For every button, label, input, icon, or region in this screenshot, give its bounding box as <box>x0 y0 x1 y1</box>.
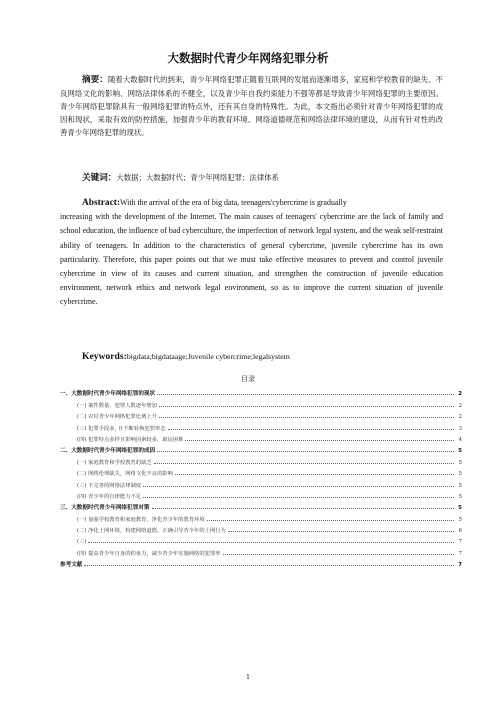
toc-entry[interactable]: 二、大数据时代青少年网络犯罪的成因 5 <box>60 448 462 455</box>
toc-entry[interactable]: (一) 案件数量、犯罪人数逐年增加 2 <box>77 402 462 409</box>
toc-entry[interactable]: (二) 网络伦理缺失，网络文化不良的影响 5 <box>77 471 462 478</box>
toc-entry[interactable]: (三) 不完善的网络法律制度 5 <box>77 482 462 489</box>
chinese-abstract <box>60 73 443 139</box>
abstract-text-en: increasing with the development of the Internet. The main causes of teenagers' cybercrime are the lack of family and school education, the influence of bad cyberculture, the imperfection of network legal system, and the weak self-restraint ability of teenagers. In addition to the characteristics of general cybercrime, juvenile cybercrime has its own particularity. Therefore, this paper points out that we must take effective measures to prevent and control juvenile cybercrime in view of its causes and current situation, and strengthen the construction of juvenile education environment, network ethics and network legal environment, so as to improve the current situation of juvenile cybercrime. <box>60 212 443 307</box>
paper-title: 大数据时代青少年网络犯罪分析 <box>167 51 329 65</box>
table-of-contents <box>60 386 462 568</box>
chinese-keywords <box>82 171 279 183</box>
abstract-first-line-en: With the arrival of the era of big data, teenagers'cybercrime is gradually <box>120 198 347 207</box>
toc-entry[interactable]: (二) 农村青少年网络犯罪比例上升 2 <box>77 414 462 421</box>
abstract-text-cn: 随着大数据时代的到来，青少年网络犯罪正随着互联网的发展而逐渐增多，家庭和学校教育的缺失、不良网络文化的影响、网络法律体系的不健全，以及青少年自我约束能力不强等都是导致青少年网络犯罪的主要原因。青少年网络犯罪除具有一般网络犯罪的特点外，还有其自身的特殊性。为此，本文指出必须针对青少年网络犯罪的成因和现状，采取有效的防控措施，加强青少年的教育环境、网络道德规范和网络法律环境的建设，从而有针对性的改善青少年网络犯罪的现状。 <box>60 75 443 137</box>
abstract-label-cn: 摘要： <box>82 75 108 85</box>
toc-entry[interactable]: 参考文献 7 <box>60 562 462 569</box>
toc-entry[interactable]: (一) 家庭教育和学校教育的缺乏 5 <box>77 459 462 466</box>
toc-entry[interactable]: (四) 犯罪特点多样且影响因素较多，取证困难 4 <box>77 436 462 443</box>
english-keywords <box>82 351 290 362</box>
toc-entry[interactable]: (四) 青少年的自律能力不足 5 <box>77 493 462 500</box>
toc-entry[interactable]: (一) 加强学校教育和家庭教育，净化青少年的教育环境 5 <box>77 516 462 523</box>
keywords-text-cn: 大数据；大数据时代；青少年网络犯罪；法律体系 <box>116 173 279 182</box>
keywords-text-en: bigdata;bigdataage;Juvenile cybercrime;legalsystem <box>126 352 290 361</box>
keywords-label-cn: 关键词： <box>82 173 117 183</box>
toc-entry[interactable]: 一、大数据时代青少年网络犯罪的现状 2 <box>60 391 462 398</box>
abstract-label-en: Abstract: <box>82 198 121 208</box>
english-abstract <box>60 196 443 310</box>
toc-entry[interactable]: (四) 提高青少年自身的约束力，减少青少年实施网络的犯罪率 7 <box>77 550 462 557</box>
keywords-label-en: Keywords: <box>82 351 127 362</box>
toc-entry[interactable]: (三) 7 <box>77 539 462 546</box>
toc-entry[interactable]: (三) 犯罪手段多, 且不断转换犯罪形态 3 <box>77 425 462 432</box>
page-number: 1 <box>246 674 250 681</box>
toc-entry[interactable]: 三、大数据时代青少年网络犯罪对策 5 <box>60 505 462 512</box>
toc-entry[interactable]: (二) 净化上网环境，构建网络道德，正确引导青少年的上网行为 6 <box>77 528 462 535</box>
toc-title: 目录 <box>241 375 255 383</box>
